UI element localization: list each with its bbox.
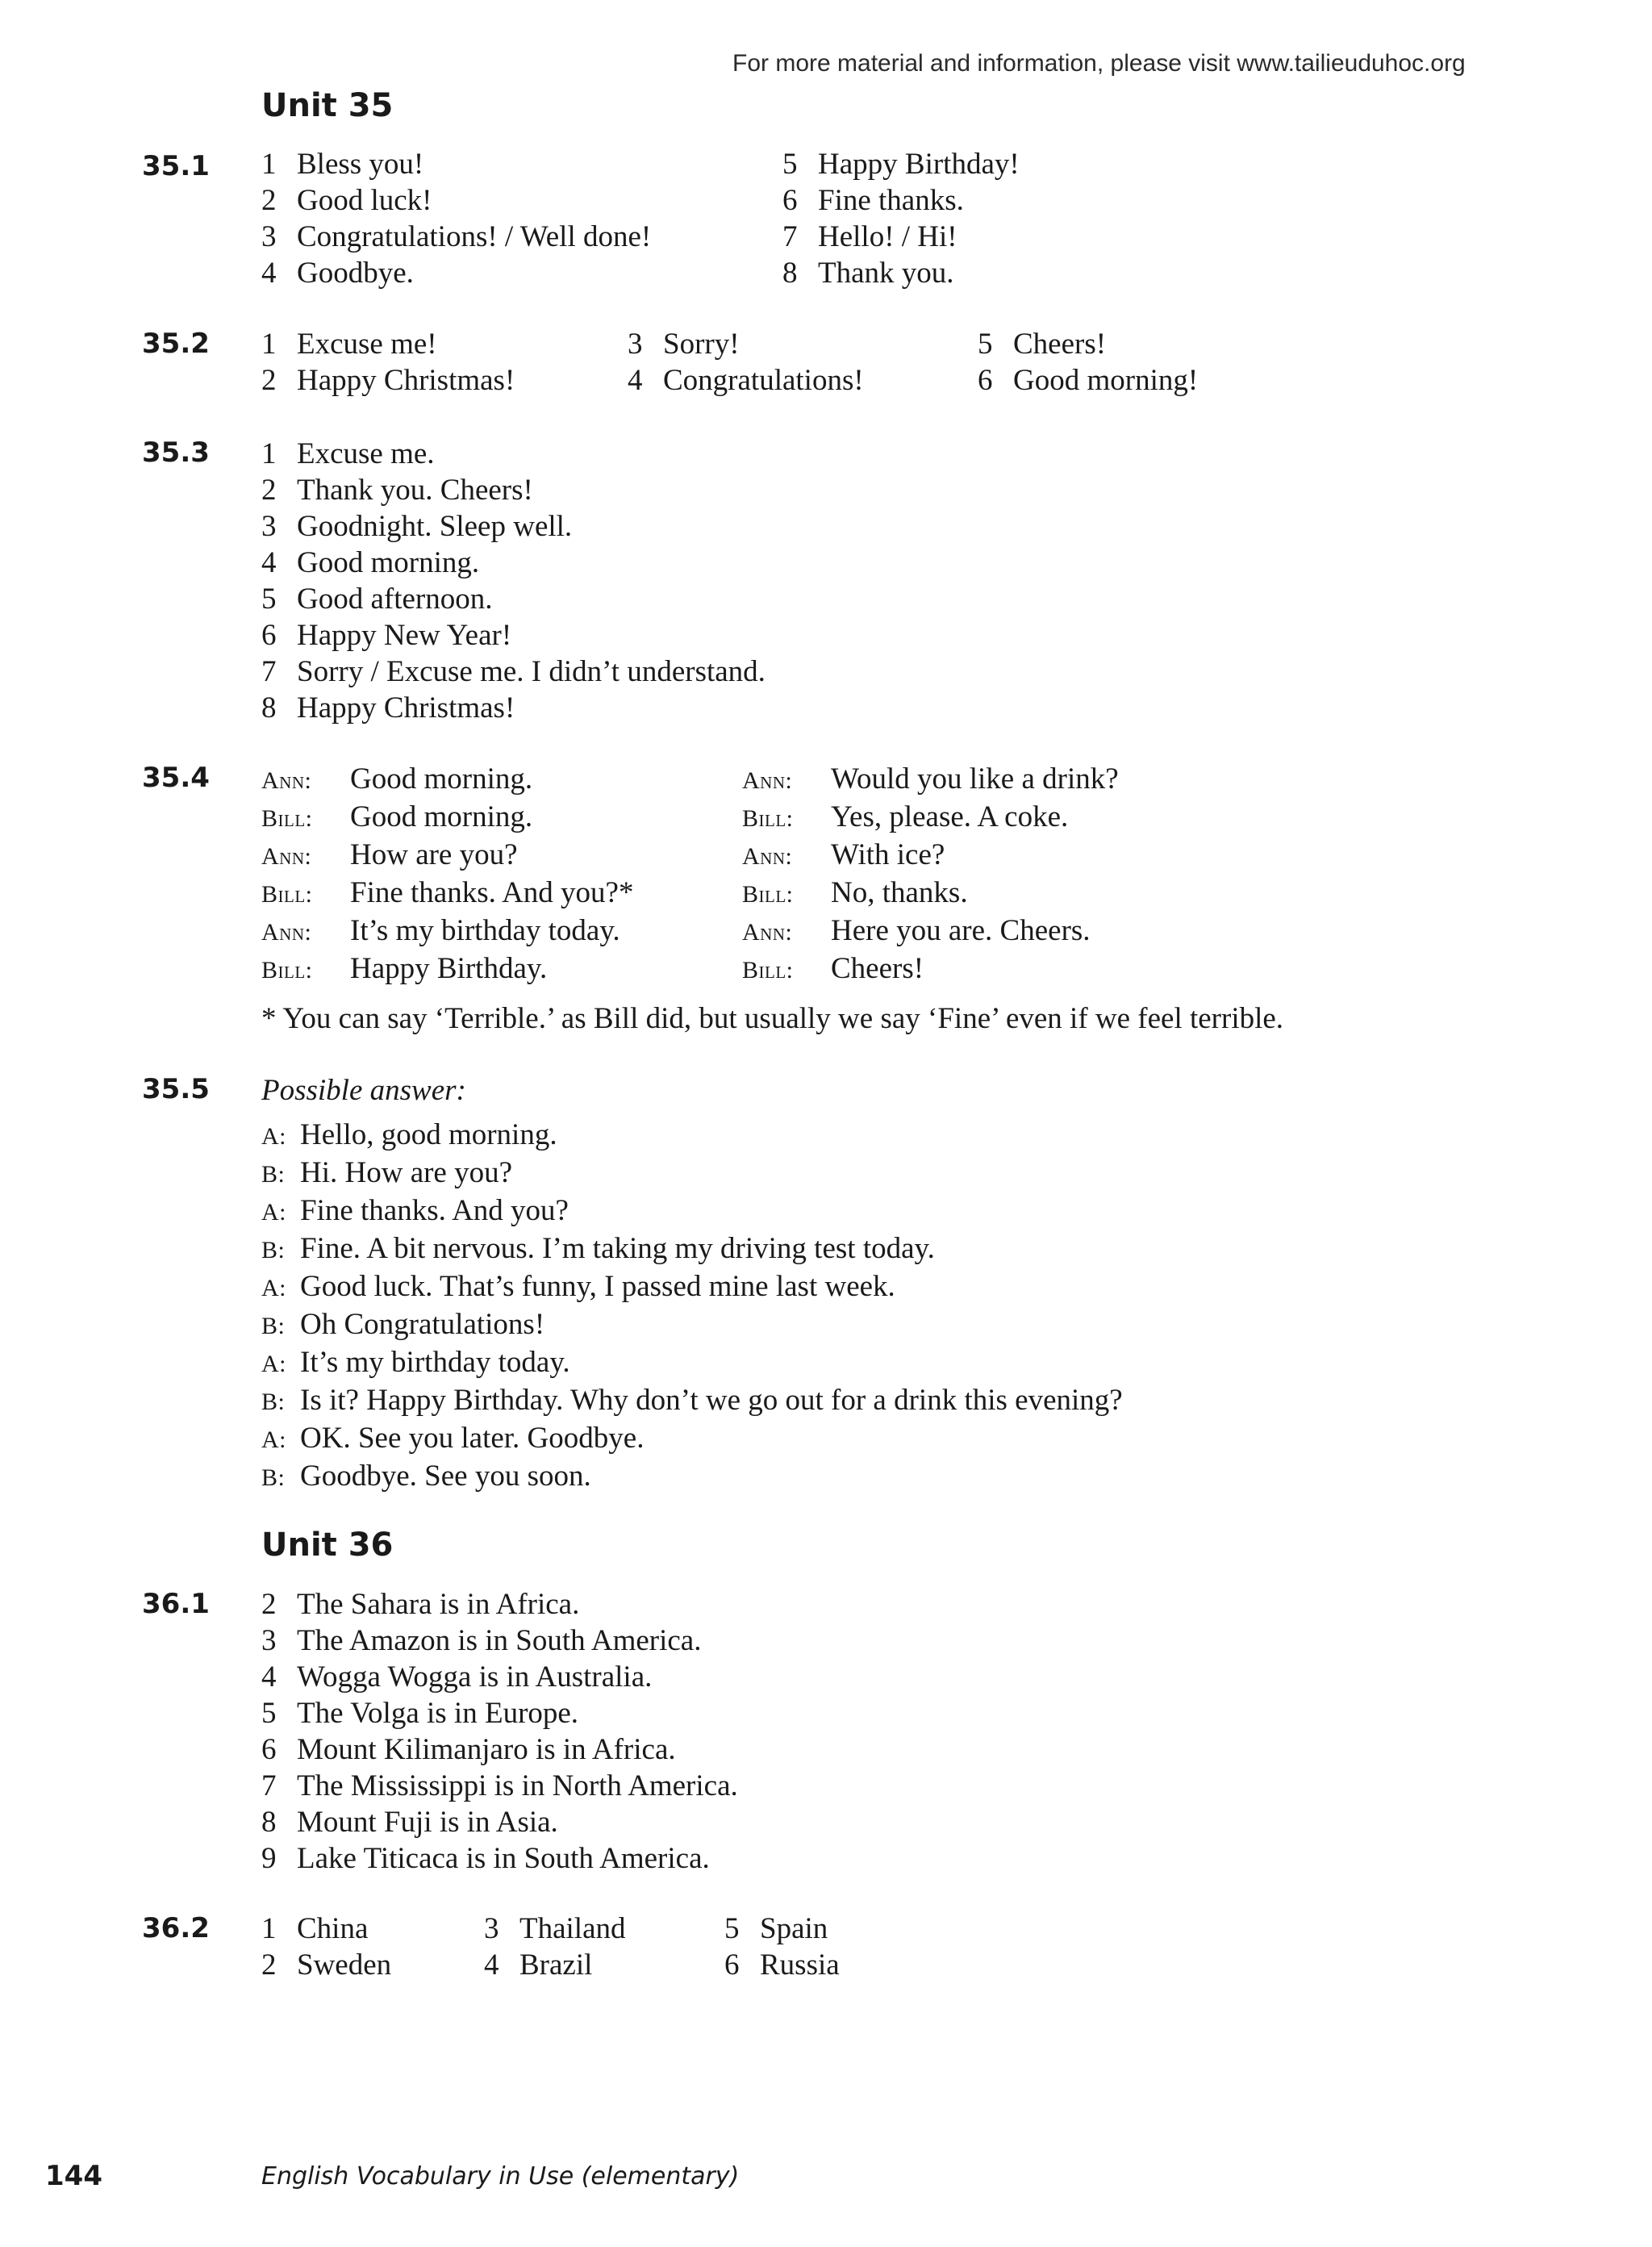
answer-item <box>261 1731 738 1768</box>
answer-item <box>261 690 766 726</box>
item-number: 4 <box>261 546 277 579</box>
speaker-label: A: <box>261 1426 286 1453</box>
item-text: Thank you. Cheers! <box>297 474 533 507</box>
dialogue-text: How are you? <box>350 838 518 871</box>
item-number: 4 <box>261 257 277 290</box>
dialogue-line <box>261 761 633 799</box>
item-number: 4 <box>628 364 643 397</box>
item-number: 3 <box>261 510 277 543</box>
answer-item <box>628 326 864 362</box>
exercise-35-5-number: 35.5 <box>142 1073 210 1105</box>
item-text: Happy New Year! <box>297 619 512 652</box>
exercise-36-2-col3 <box>724 1911 840 1983</box>
item-number: 9 <box>261 1842 277 1875</box>
item-text: The Volga is in Europe. <box>297 1697 579 1730</box>
item-number: 6 <box>978 364 993 397</box>
answer-item <box>261 146 651 182</box>
speaker-label: B: <box>261 1313 286 1339</box>
dialogue-line <box>261 1420 1123 1458</box>
exercise-35-1-number: 35.1 <box>142 150 210 182</box>
item-number: 6 <box>261 1733 277 1766</box>
answer-item <box>724 1911 840 1947</box>
answer-item <box>261 545 766 581</box>
dialogue-line <box>261 1306 1123 1344</box>
answer-item <box>261 1947 391 1983</box>
dialogue-text: Good morning. <box>350 800 533 833</box>
item-text: Hello! / Hi! <box>818 220 957 253</box>
dialogue-line <box>261 1344 1123 1382</box>
item-number: 6 <box>782 184 798 217</box>
item-text: Sorry! <box>663 328 740 361</box>
unit-36-title: Unit 36 <box>261 1527 394 1564</box>
answer-item <box>261 1659 738 1695</box>
dialogue-line <box>261 1382 1123 1420</box>
item-number: 5 <box>978 328 993 361</box>
exercise-35-2-number: 35.2 <box>142 328 210 360</box>
item-text: Goodnight. Sleep well. <box>297 510 573 543</box>
speaker-label: A: <box>261 1123 286 1150</box>
dialogue-text: It’s my birthday today. <box>350 914 620 947</box>
answer-item <box>724 1947 840 1983</box>
item-number: 8 <box>261 691 277 725</box>
dialogue-text: Cheers! <box>831 952 924 985</box>
item-text: The Mississippi is in North America. <box>297 1769 738 1802</box>
speaker-label: Bill: <box>742 881 794 908</box>
speaker-label: Ann: <box>261 919 312 946</box>
dialogue-text: Happy Birthday. <box>350 952 548 985</box>
item-number: 4 <box>484 1948 499 1982</box>
item-text: Thailand <box>519 1912 626 1945</box>
answer-item <box>782 255 1020 291</box>
dialogue-text: OK. See you later. Goodbye. <box>300 1422 645 1455</box>
item-number: 2 <box>261 364 277 397</box>
answer-item <box>261 326 515 362</box>
dialogue-text: Is it? Happy Birthday. Why don’t we go out for a drink this evening? <box>300 1384 1123 1417</box>
answer-item <box>261 508 766 545</box>
dialogue-line <box>261 913 633 950</box>
item-text: Good afternoon. <box>297 583 493 616</box>
item-text: Brazil <box>519 1948 593 1982</box>
item-number: 3 <box>484 1912 499 1945</box>
dialogue-line <box>742 799 1119 837</box>
item-text: Sweden <box>297 1948 392 1982</box>
page-number: 144 <box>45 2160 102 2192</box>
speaker-label: Bill: <box>742 957 794 984</box>
exercise-35-4-number: 35.4 <box>142 762 210 794</box>
item-text: Thank you. <box>818 257 954 290</box>
item-text: Mount Kilimanjaro is in Africa. <box>297 1733 676 1766</box>
item-text: Mount Fuji is in Asia. <box>297 1806 558 1839</box>
footnote: * You can say ‘Terrible.’ as Bill did, but usually we say ‘Fine’ even if we feel terrible. <box>261 1002 1284 1035</box>
header-note: For more material and information, please visit www.tailieuduhoc.org <box>732 50 1466 77</box>
exercise-35-4-dialogue-col2 <box>742 761 1119 988</box>
dialogue-line <box>742 913 1119 950</box>
item-number: 5 <box>261 1697 277 1730</box>
item-number: 4 <box>261 1660 277 1694</box>
answer-item <box>782 219 1020 255</box>
answer-item <box>484 1911 626 1947</box>
answer-item <box>782 146 1020 182</box>
book-title: English Vocabulary in Use (elementary) <box>261 2162 740 2191</box>
dialogue-text: With ice? <box>831 838 945 871</box>
speaker-label: B: <box>261 1389 286 1415</box>
dialogue-line <box>261 1155 1123 1192</box>
dialogue-line <box>742 950 1119 988</box>
exercise-36-2-col1 <box>261 1911 391 1983</box>
item-text: Spain <box>760 1912 828 1945</box>
dialogue-text: It’s my birthday today. <box>300 1346 570 1379</box>
item-number: 2 <box>261 1948 277 1982</box>
item-number: 6 <box>724 1948 740 1982</box>
dialogue-line <box>261 799 633 837</box>
dialogue-text: Good luck. That’s funny, I passed mine last week. <box>300 1270 895 1303</box>
item-number: 7 <box>261 655 277 688</box>
answer-item <box>261 182 651 219</box>
dialogue-text: Good morning. <box>350 762 533 796</box>
speaker-label: Bill: <box>261 957 313 984</box>
item-text: Bless you! <box>297 148 424 181</box>
answer-item <box>261 219 651 255</box>
item-text: Excuse me! <box>297 328 437 361</box>
item-text: Happy Christmas! <box>297 691 515 725</box>
exercise-35-5-dialogue <box>261 1117 1123 1496</box>
dialogue-line <box>261 1117 1123 1155</box>
item-number: 5 <box>261 583 277 616</box>
exercise-35-2-col1 <box>261 326 515 399</box>
item-number: 7 <box>782 220 798 253</box>
answer-item <box>261 1840 738 1877</box>
dialogue-text: No, thanks. <box>831 876 968 909</box>
item-text: Good morning! <box>1013 364 1199 397</box>
item-number: 1 <box>261 1912 277 1945</box>
item-text: Good morning. <box>297 546 480 579</box>
item-number: 8 <box>261 1806 277 1839</box>
dialogue-line <box>261 837 633 875</box>
speaker-label: A: <box>261 1351 286 1377</box>
item-text: Good luck! <box>297 184 432 217</box>
dialogue-line <box>261 950 633 988</box>
answer-item <box>261 1804 738 1840</box>
exercise-35-3-list <box>261 436 766 726</box>
item-number: 1 <box>261 437 277 470</box>
exercise-35-2-col2 <box>628 326 864 399</box>
answer-item <box>978 326 1198 362</box>
answer-item <box>261 1623 738 1659</box>
speaker-label: Ann: <box>742 767 793 794</box>
dialogue-text: Yes, please. A coke. <box>831 800 1069 833</box>
speaker-label: Bill: <box>261 805 313 832</box>
exercise-35-2-col3 <box>978 326 1198 399</box>
item-number: 1 <box>261 328 277 361</box>
item-text: Congratulations! / Well done! <box>297 220 652 253</box>
item-text: Happy Birthday! <box>818 148 1020 181</box>
answer-item <box>484 1947 626 1983</box>
answer-item <box>261 617 766 654</box>
item-number: 2 <box>261 1588 277 1621</box>
dialogue-text: Fine. A bit nervous. I’m taking my driving test today. <box>300 1232 935 1265</box>
exercise-35-1-col1 <box>261 146 651 291</box>
dialogue-line <box>261 1230 1123 1268</box>
item-text: Lake Titicaca is in South America. <box>297 1842 710 1875</box>
item-number: 1 <box>261 148 277 181</box>
dialogue-text: Here you are. Cheers. <box>831 914 1091 947</box>
answer-item <box>261 1911 391 1947</box>
speaker-label: Ann: <box>742 919 793 946</box>
item-text: Excuse me. <box>297 437 435 470</box>
item-text: Russia <box>760 1948 840 1982</box>
answer-item <box>261 255 651 291</box>
item-text: Happy Christmas! <box>297 364 515 397</box>
unit-35-title: Unit 35 <box>261 87 394 124</box>
dialogue-line <box>742 837 1119 875</box>
item-number: 3 <box>261 1624 277 1657</box>
answer-item <box>261 436 766 472</box>
answer-item <box>261 1695 738 1731</box>
exercise-36-1-number: 36.1 <box>142 1588 210 1620</box>
answer-item <box>782 182 1020 219</box>
exercise-35-3-number: 35.3 <box>142 436 210 469</box>
exercise-36-1-list <box>261 1586 738 1877</box>
item-text: The Amazon is in South America. <box>297 1624 702 1657</box>
dialogue-text: Hello, good morning. <box>300 1118 557 1151</box>
item-text: Fine thanks. <box>818 184 964 217</box>
dialogue-text: Would you like a drink? <box>831 762 1119 796</box>
speaker-label: Bill: <box>261 881 313 908</box>
answer-item <box>261 581 766 617</box>
speaker-label: Bill: <box>742 805 794 832</box>
dialogue-line <box>742 875 1119 913</box>
dialogue-text: Fine thanks. And you?* <box>350 876 634 909</box>
item-text: Wogga Wogga is in Australia. <box>297 1660 653 1694</box>
item-number: 3 <box>628 328 643 361</box>
item-text: China <box>297 1912 369 1945</box>
item-number: 3 <box>261 220 277 253</box>
speaker-label: Ann: <box>261 767 312 794</box>
item-number: 2 <box>261 184 277 217</box>
dialogue-text: Hi. How are you? <box>300 1156 513 1189</box>
speaker-label: B: <box>261 1161 286 1188</box>
dialogue-line <box>261 1268 1123 1306</box>
item-text: Cheers! <box>1013 328 1107 361</box>
item-number: 5 <box>782 148 798 181</box>
dialogue-text: Fine thanks. And you? <box>300 1194 569 1227</box>
dialogue-line <box>261 1458 1123 1496</box>
speaker-label: B: <box>261 1464 286 1491</box>
answer-item <box>261 654 766 690</box>
dialogue-text: Oh Congratulations! <box>300 1308 545 1341</box>
exercise-35-1-col2 <box>782 146 1020 291</box>
answer-item <box>261 1586 738 1623</box>
item-text: The Sahara is in Africa. <box>297 1588 580 1621</box>
speaker-label: A: <box>261 1199 286 1226</box>
item-number: 6 <box>261 619 277 652</box>
item-number: 7 <box>261 1769 277 1802</box>
exercise-36-2-col2 <box>484 1911 626 1983</box>
dialogue-line <box>742 761 1119 799</box>
speaker-label: Ann: <box>261 843 312 870</box>
item-number: 2 <box>261 474 277 507</box>
dialogue-line <box>261 1192 1123 1230</box>
item-text: Sorry / Excuse me. I didn’t understand. <box>297 655 766 688</box>
dialogue-text: Goodbye. See you soon. <box>300 1460 591 1493</box>
speaker-label: B: <box>261 1237 286 1263</box>
exercise-36-2-number: 36.2 <box>142 1912 210 1944</box>
answer-item <box>261 1768 738 1804</box>
answer-item <box>261 472 766 508</box>
answer-item <box>628 362 864 399</box>
possible-answer-label: Possible answer: <box>261 1074 466 1107</box>
answer-item <box>978 362 1198 399</box>
speaker-label: Ann: <box>742 843 793 870</box>
item-text: Goodbye. <box>297 257 414 290</box>
exercise-35-4-dialogue-col1 <box>261 761 633 988</box>
dialogue-line <box>261 875 633 913</box>
answer-item <box>261 362 515 399</box>
item-number: 8 <box>782 257 798 290</box>
item-number: 5 <box>724 1912 740 1945</box>
item-text: Congratulations! <box>663 364 864 397</box>
speaker-label: A: <box>261 1275 286 1301</box>
